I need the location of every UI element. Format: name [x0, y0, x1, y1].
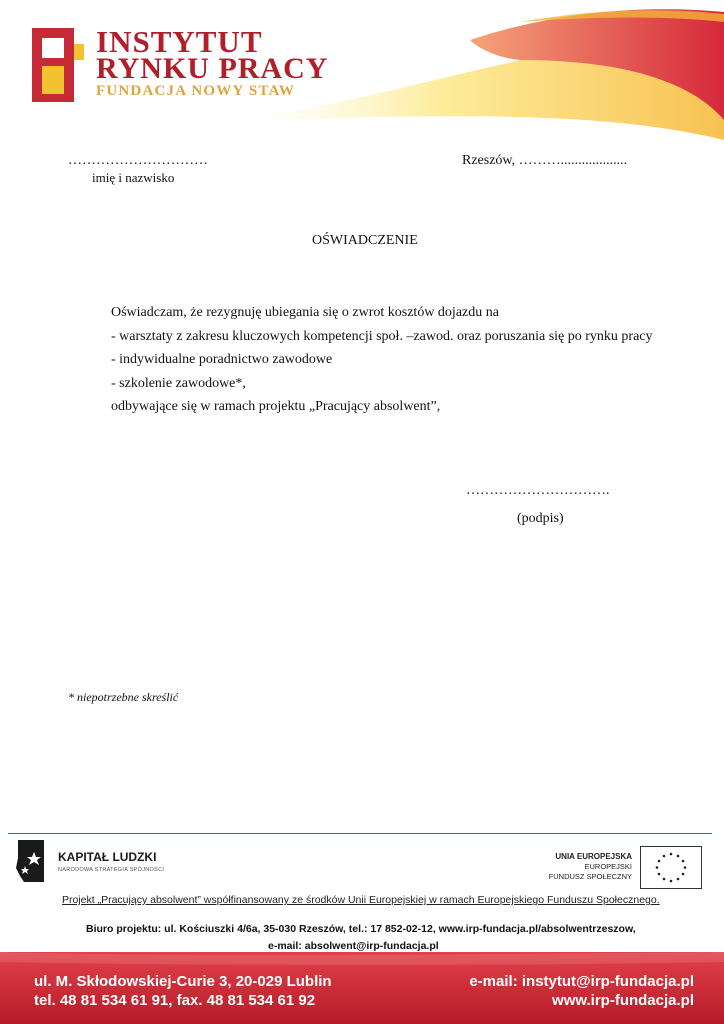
logo-title-line2: RYNKU PRACY: [96, 52, 329, 85]
eu-label: [520, 852, 632, 882]
statement-line: - warsztaty z zakresu kluczowych kompetencji społ. –zawod. oraz poruszania się po rynku pracy: [111, 329, 653, 344]
footer-phone: tel. 48 81 534 61 91, fax. 48 81 534 61 92: [34, 992, 316, 1009]
logo-icon: [30, 26, 86, 104]
logo-title-line1: INSTYTUT: [96, 24, 263, 59]
eu-label-line3: FUNDUSZ SPOŁECZNY: [548, 872, 632, 881]
signature-label: (podpis): [517, 511, 564, 526]
eu-flag-icon: [640, 846, 702, 889]
statement-line: Oświadczam, że rezygnuję ubiegania się o zwrot kosztów dojazdu na: [111, 305, 499, 320]
footer-address: ul. M. Skłodowskiej-Curie 3, 20-029 Lublin: [34, 973, 332, 990]
footer-website-link[interactable]: www.irp-fundacja.pl: [552, 992, 694, 1009]
statement-line: - indywidualne poradnictwo zawodowe: [111, 352, 333, 367]
footer-divider: [8, 833, 712, 834]
footer-email-link[interactable]: e-mail: instytut@irp-fundacja.pl: [469, 973, 694, 990]
project-funding-note: Projekt „Pracujący absolwent” współfinansowany ze środków Unii Europejskiej w ramach Europejskiego Funduszu Społecznego.: [62, 894, 660, 906]
place-date: Rzeszów, ………...................: [462, 153, 628, 168]
statement-line: odbywające się w ramach projektu „Pracujący absolwent”,: [111, 399, 441, 414]
project-office-address: Biuro projektu: ul. Kościuszki 4/6a, 35-030 Rzeszów, tel.: 17 852-02-12, www.irp-fundacja.pl/absolwentrzeszow,: [86, 923, 636, 935]
name-field-label: imię i nazwisko: [92, 170, 175, 185]
logo-subtitle: FUNDACJA NOWY STAW: [96, 83, 296, 99]
statement-line: - szkolenie zawodowe*,: [111, 376, 246, 391]
kapital-ludzki-title: KAPITAŁ LUDZKI: [58, 850, 157, 864]
document-title: OŚWIADCZENIE: [312, 233, 418, 248]
kapital-ludzki-subtitle: NARODOWA STRATEGIA SPÓJNOŚCI: [58, 867, 165, 873]
eu-label-line2: EUROPEJSKI: [584, 862, 632, 871]
footnote: * niepotrzebne skreślić: [68, 690, 179, 704]
kapital-ludzki-logo-icon: [14, 838, 48, 884]
name-field-dots: …………………………: [68, 153, 208, 168]
project-office-email: e-mail: absolwent@irp-fundacja.pl: [268, 940, 439, 952]
signature-dots: ………………………….: [466, 483, 610, 498]
eu-label-line1: UNIA EUROPEJSKA: [555, 852, 632, 861]
